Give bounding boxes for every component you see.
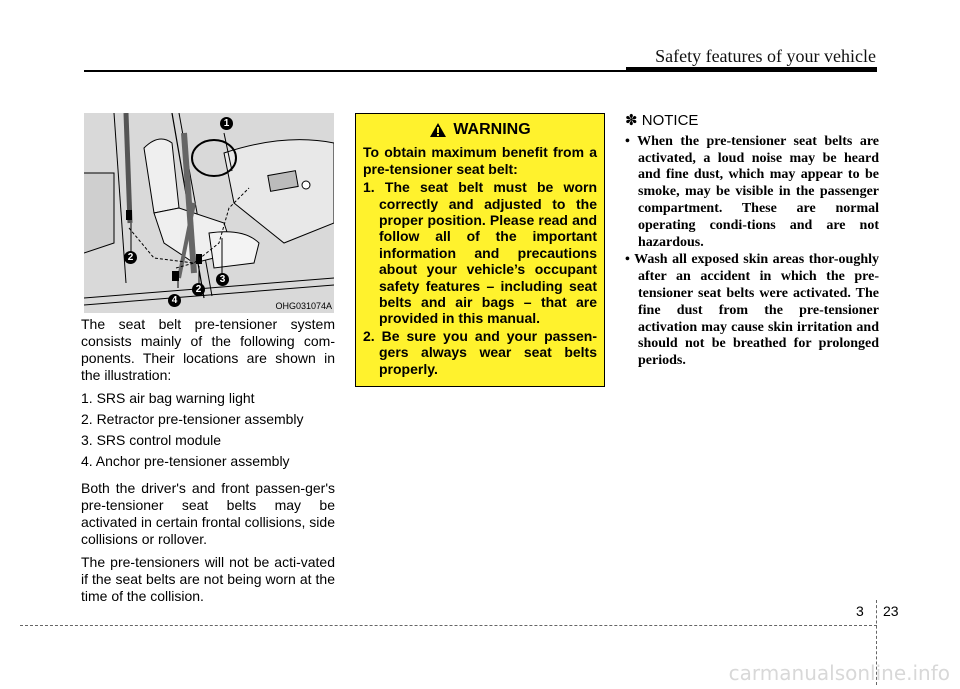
component-item-1: 1. SRS air bag warning light xyxy=(81,390,255,406)
notice-title: ✽ NOTICE xyxy=(625,112,699,129)
notice-section xyxy=(625,113,879,371)
callout-3: 3 xyxy=(216,273,229,286)
intro-paragraph: The seat belt pre-tensioner system consists mainly of the following com-ponents. Their locations are shown in the illustration: xyxy=(81,316,335,383)
warning-item-1: 1. The seat belt must be worn correctly and adjusted to the proper position. Please read and follow all of the important information and precautions about your vehicle’s occupant safety features – including seat belts and air bags – that are provided in this manual. xyxy=(363,179,597,327)
notice-item-2: • Wash all exposed skin areas thor-oughly after an accident in which the pre-tensioner seat belts were activated. The fine dust from the pre-tensioner activation may cause skin irritation and should not be breathed for prolonged periods. xyxy=(625,252,879,369)
activation-paragraph: Both the driver's and front passen-ger's pre-tensioner seat belts may be activated in certain frontal collisions, side collisions or rollover. xyxy=(81,480,335,547)
car-interior-drawing xyxy=(84,113,334,313)
header-title: Safety features of your vehicle xyxy=(655,46,876,66)
component-item-2: 2. Retractor pre-tensioner assembly xyxy=(81,411,304,427)
watermark: carmanualsonline.info xyxy=(728,661,950,685)
warning-item-2: 2. Be sure you and your passen-gers always wear seat belts properly. xyxy=(363,327,597,377)
seat-belt-illustration xyxy=(84,113,334,313)
component-item-3: 3. SRS control module xyxy=(81,432,222,448)
left-column xyxy=(81,316,335,611)
component-item-4: 4. Anchor pre-tensioner assembly xyxy=(81,453,290,469)
warning-header xyxy=(363,122,597,138)
page-number: 23 xyxy=(883,603,899,619)
callout-1: 1 xyxy=(220,117,233,130)
warning-title: WARNING xyxy=(453,121,531,138)
footer-rule xyxy=(20,625,877,626)
warning-box xyxy=(355,113,605,387)
chapter-number: 3 xyxy=(856,603,864,619)
callout-2: 2 xyxy=(124,251,137,264)
non-activation-paragraph: The pre-tensioners will not be acti-vated if the seat belts are not being worn at the time of the collision. xyxy=(81,554,335,604)
illustration-code: OHG031074A xyxy=(275,301,332,311)
warning-intro: To obtain maximum benefit from a pre-tensioner seat belt: xyxy=(363,144,597,177)
header-rule-accent xyxy=(626,67,877,72)
notice-item-1: • When the pre-tensioner seat belts are activated, a loud noise may be heard and fine dust, which may appear to be smoke, may be visible in the passenger compartment. These are normal operating condi-tions and are not hazardous. xyxy=(625,133,879,250)
callout-2b: 2 xyxy=(192,283,205,296)
warning-triangle-icon xyxy=(429,122,447,138)
callout-4: 4 xyxy=(168,294,181,307)
